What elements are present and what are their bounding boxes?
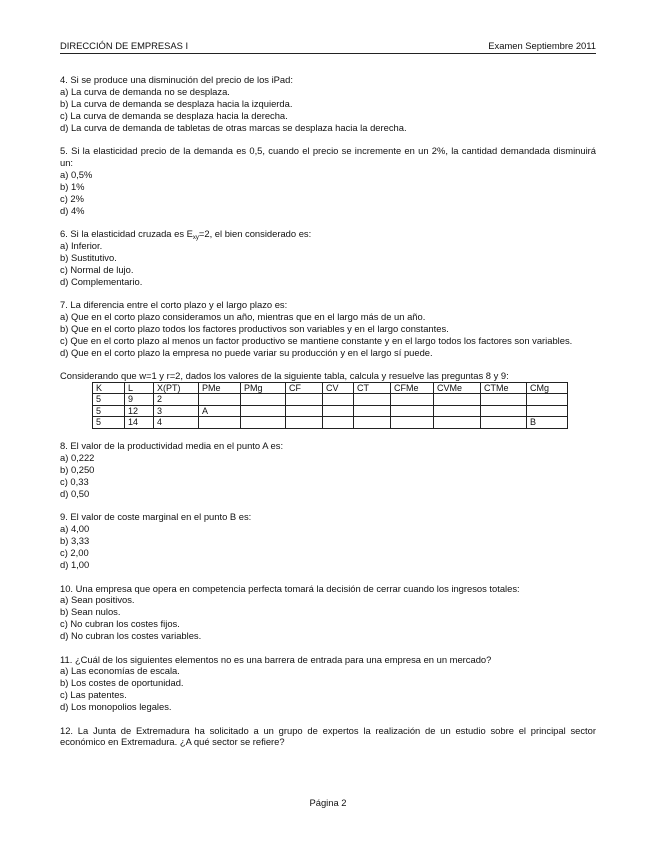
page-number: Página 2 (309, 797, 347, 808)
option-c: c) No cubran los costes fijos. (60, 618, 180, 630)
table-cell (323, 417, 354, 429)
stem-text-end: =2, el bien considerado es: (198, 227, 312, 239)
option-c: c) Normal de lujo. (60, 263, 134, 275)
option-a: a) 0,5% (60, 168, 93, 180)
option-b: b) 0,250 (60, 464, 95, 476)
question-stem: 8. El valor de la productividad media en el punto A es: (60, 440, 284, 452)
table-cell (323, 405, 354, 417)
option-c: c) 0,33 (60, 476, 89, 488)
table-cell (286, 417, 323, 429)
option-d: d) 0,50 (60, 488, 90, 500)
question-12 (60, 725, 596, 749)
option-d: d) 1,00 (60, 559, 90, 571)
question-4 (60, 74, 596, 134)
table-cell (354, 394, 391, 406)
table-cell: 4 (154, 417, 199, 429)
table-cell (481, 405, 527, 417)
question-10 (60, 583, 596, 643)
table-cell: 2 (154, 394, 199, 406)
table-cell (391, 417, 434, 429)
option-a: a) Las economías de escala. (60, 665, 180, 677)
header-cell: CVMe (434, 382, 481, 394)
option-a: a) La curva de demanda no se desplaza. (60, 85, 230, 97)
option-d: d) Los monopolios legales. (60, 701, 172, 713)
question-6 (60, 228, 596, 288)
table-cell (241, 405, 286, 417)
table-cell (286, 394, 323, 406)
header-cell: L (125, 382, 154, 394)
option-b: b) La curva de demanda se desplaza hacia la izquierda. (60, 97, 293, 109)
option-b: b) Que en el corto plazo todos los factores productivos son variables y en el largo constantes. (60, 322, 449, 334)
table-cell (527, 394, 568, 406)
option-a: a) Inferior. (60, 239, 103, 251)
header-cell: CT (354, 382, 391, 394)
table-cell (199, 394, 241, 406)
table-cell: 5 (93, 405, 125, 417)
table-cell (434, 405, 481, 417)
option-b: b) Los costes de oportunidad. (60, 677, 184, 689)
header-cell: X(PT) (154, 382, 199, 394)
header-cell: CFMe (391, 382, 434, 394)
stem-subscript: xy (192, 234, 199, 241)
table-cell: 14 (125, 417, 154, 429)
question-7 (60, 299, 596, 359)
question-stem: 11. ¿Cuál de los siguientes elementos no es una barrera de entrada para una empresa en un mercado? (60, 653, 492, 665)
question-8 (60, 440, 596, 500)
question-stem: 4. Si se produce una disminución del precio de los iPad: (60, 74, 293, 85)
table-cell (481, 394, 527, 406)
option-b: b) Sustitutivo. (60, 251, 117, 263)
header-cell: CF (286, 382, 323, 394)
cost-table (92, 382, 568, 429)
stem-text: 6. Si la elasticidad cruzada es E (60, 227, 193, 239)
table-cell (241, 417, 286, 429)
option-a: a) Sean positivos. (60, 594, 135, 606)
table-cell (434, 394, 481, 406)
header-exam-date: Examen Septiembre 2011 (488, 40, 596, 51)
table-cell: 9 (125, 394, 154, 406)
table-cell (354, 417, 391, 429)
table-cell (354, 405, 391, 417)
header-cell: CV (323, 382, 354, 394)
question-stem (60, 228, 596, 240)
header-cell: PMg (241, 382, 286, 394)
table-cell (199, 417, 241, 429)
table-cell (391, 405, 434, 417)
option-c: c) Las patentes. (60, 689, 127, 701)
header-cell: CMg (527, 382, 568, 394)
table-cell: 3 (154, 405, 199, 417)
option-c: c) 2% (60, 192, 84, 204)
header-cell: K (93, 382, 125, 394)
table-cell: A (199, 405, 241, 417)
table-cell: 5 (93, 417, 125, 429)
question-stem: 9. El valor de coste marginal en el punto B es: (60, 511, 252, 523)
question-stem: 7. La diferencia entre el corto plazo y el largo plazo es: (60, 299, 288, 310)
option-d: d) La curva de demanda de tabletas de otras marcas se desplaza hacia la derecha. (60, 121, 407, 133)
question-9 (60, 511, 596, 571)
header-cell: CTMe (481, 382, 527, 394)
table-row (93, 405, 568, 417)
table-cell (434, 417, 481, 429)
table-cell (391, 394, 434, 406)
table-cell (481, 417, 527, 429)
table-cell (286, 405, 323, 417)
option-c: c) 2,00 (60, 547, 89, 559)
table-header-row (93, 382, 568, 394)
table-cell (323, 394, 354, 406)
option-d: d) 4% (60, 204, 85, 216)
table-row (93, 394, 568, 406)
exam-content (60, 74, 596, 760)
table-cell: 12 (125, 405, 154, 417)
option-c: c) La curva de demanda se desplaza hacia la derecha. (60, 109, 288, 121)
option-c: c) Que en el corto plazo al menos un factor productivo se mantiene constante y en el largo todos los factores son variables. (60, 334, 573, 346)
table-cell (527, 405, 568, 417)
header-course-title: DIRECCIÓN DE EMPRESAS I (60, 40, 189, 51)
option-d: d) No cubran los costes variables. (60, 630, 202, 642)
option-b: b) 1% (60, 180, 85, 192)
question-11 (60, 654, 596, 714)
table-row (93, 417, 568, 429)
option-a: a) 0,222 (60, 452, 95, 464)
header-cell: PMe (199, 382, 241, 394)
question-5 (60, 145, 596, 216)
page-header (60, 40, 596, 54)
option-d: d) Complementario. (60, 275, 143, 287)
option-b: b) 3,33 (60, 535, 90, 547)
option-d: d) Que en el corto plazo la empresa no puede variar su producción y en el largo sí puede. (60, 346, 433, 358)
option-b: b) Sean nulos. (60, 606, 121, 618)
table-section (60, 370, 596, 429)
option-a: a) Que en el corto plazo consideramos un año, mientras que en el largo más de un año. (60, 310, 426, 322)
question-stem: 5. Si la elasticidad precio de la demanda es 0,5, cuando el precio se incremente en un 2%, la cantidad demandada disminuirá un: (60, 145, 596, 168)
question-stem: 10. Una empresa que opera en competencia perfecta tomará la decisión de cerrar cuando los ingresos totales: (60, 582, 520, 594)
table-cell: 5 (93, 394, 125, 406)
option-a: a) 4,00 (60, 523, 90, 535)
question-stem: 12. La Junta de Extremadura ha solicitado a un grupo de expertos la realización de un estudio sobre el principal sector económico en Extremadura. ¿A qué sector se refiere? (60, 724, 596, 748)
table-intro: Considerando que w=1 y r=2, dados los valores de la siguiente tabla, calcula y resuelve las preguntas 8 y 9: (60, 370, 509, 382)
table-cell (241, 394, 286, 406)
table-cell: B (527, 417, 568, 429)
